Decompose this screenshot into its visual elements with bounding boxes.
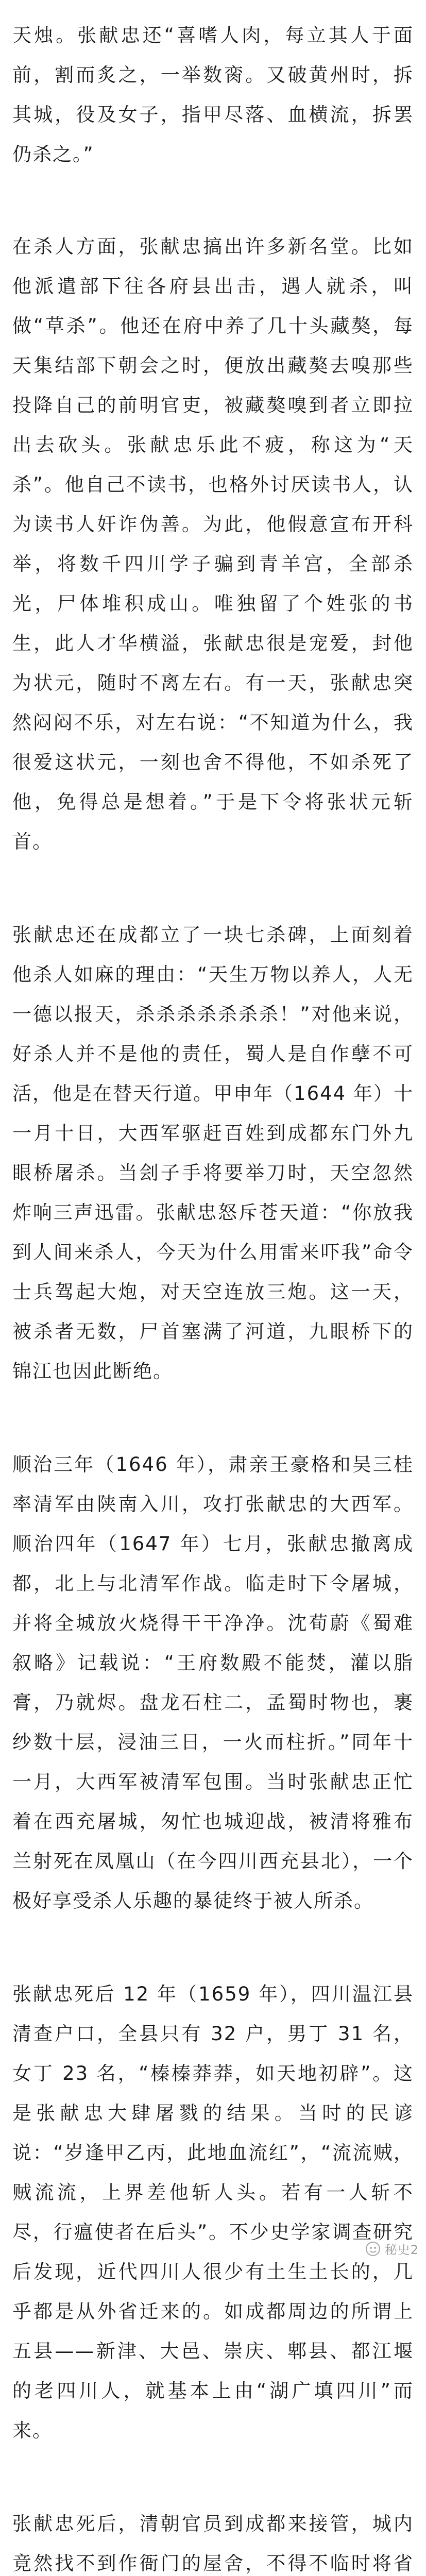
article-paragraph: 张献忠死后 12 年（1659 年），四川温江县清查户口，全县只有 32 户，男丁 31 名，女丁 23 名，“榛榛莽莽，如天地初辟”。这是张献忠大肆屠戮的结果。当时的民谚说：“岁逢甲乙丙，此地血流红”，“流流贼，贼流流，上界差他斩人头。若有一人斩不尽，行瘟使者在后头”。不少史学家调查研究后发现，近代四川人很少有土生土长的，几乎都是从外省迁来的。如成都周边的所谓上五县——新津、大邑、崇庆、郫县、都江堰的老四川人，就基本上由“湖广填四川”而来。 xyxy=(12,1983,414,2442)
article-paragraph: 张献忠死后，清朝官员到成都来接管，城内竟然找不到作衙门的屋舍，不得不临时将省 xyxy=(12,2513,414,2574)
article-paragraph: 在杀人方面，张献忠搞出许多新名堂。比如他派遣部下往各府县出击，遇人就杀，叫做“草杀”。他还在府中养了几十头藏獒，每天集结部下朝会之时，便放出藏獒去嗅那些投降自己的前明官吏，被藏獒嗅到者立即拉出去砍头。张献忠乐此不疲，称这为“天杀”。他自己不读书，也格外讨厌读书人，认为读书人奸诈伪善。为此，他假意宣布开科举，将数千四川学子骗到青羊宫，全部杀光，尸体堆积成山。唯独留了个姓张的书生，此人才华横溢，张献忠很是宠爱，封他为状元，随时不离左右。有一天，张献忠突然闷闷不乐，对左右说：“不知道为什么，我很爱这状元，一刻也舍不得他，不如杀死了他，免得总是想着。”于是下令将张状元斩首。 xyxy=(12,235,414,853)
watermark-logo-icon xyxy=(365,2241,381,2257)
article-paragraph: 天烛。张献忠还“喜嗜人肉，每立其人于面前，割而炙之，一举数脔。又破黄州时，拆其城，役及女子，指甲尽落、血横流，拆罢仍杀之。” xyxy=(12,24,414,165)
watermark-label: 秘史2 xyxy=(384,2243,419,2257)
article-paragraph: 张献忠还在成都立了一块七杀碑，上面刻着他杀人如麻的理由：“天生万物以养人，人无一德以报天，杀杀杀杀杀杀杀！”对他来说，好杀人并不是他的责任，蜀人是自作孽不可活，他是在替天行道。甲申年（1644 年）十一月十日，大西军驱赶百姓到成都东门外九眼桥屠杀。当刽子手将要举刀时，天空忽然炸响三声迅雷。张献忠怒斥苍天道：“你放我到人间来杀人，今天为什么用雷来吓我”命令士兵驾起大炮，对天空连放三炮。这一天，被杀者无数，尸首塞满了河道，九眼桥下的锦江也因此断绝。 xyxy=(12,924,414,1382)
article-paragraph: 顺治三年（1646 年），肃亲王豪格和吴三桂率清军由陕南入川，攻打张献忠的大西军。顺治四年（1647 年）七月，张献忠撤离成都，北上与北清军作战。临走时下令屠城，并将全城放火烧得干干净净。沈荀蔚《蜀难叙略》记载说：“王府数殿不能焚，灌以脂膏，乃就烬。盘龙石柱二，孟蜀时物也，裹纱数十层，浸油三日，一火而柱折。”同年十一月，大西军被清军包围。当时张献忠正忙着在西充屠城，匆忙也城迎战，被清将雅布兰射死在凤凰山（在今四川西充县北），一个极好享受杀人乐趣的暴徒终于被人所杀。 xyxy=(12,1453,414,1912)
watermark xyxy=(365,2240,419,2258)
